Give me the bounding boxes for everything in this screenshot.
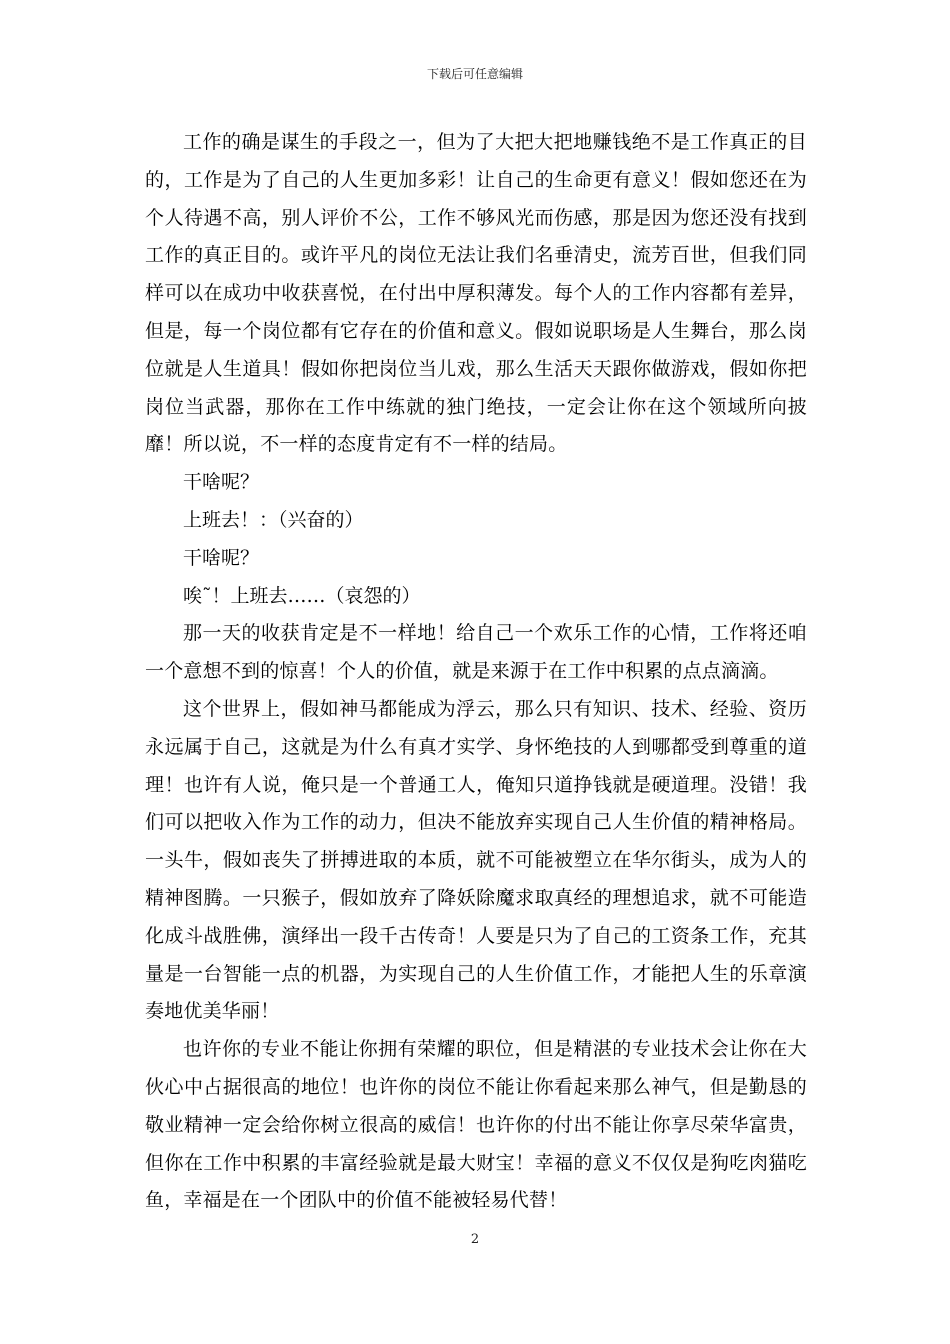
page-number: 2 — [470, 1232, 480, 1247]
dialogue-line-4: 唉˜！上班去……（哀怨的） — [183, 584, 421, 607]
dialogue-line-1: 干啥呢？ — [183, 471, 260, 494]
paragraph-2: 那一天的收获肯定是不一样地！给自己一个欢乐工作的心情，工作将还咱一个意想不到的惊喜！个人的价值，就是来源于在工作中积累的点点滴滴。 — [145, 622, 807, 683]
dialogue-line-2: 上班去！：（兴奋的） — [183, 508, 364, 531]
dialogue-line-3: 干啥呢？ — [183, 546, 260, 569]
paragraph-1: 工作的确是谋生的手段之一，但为了大把大把地赚钱绝不是工作真正的目的，工作是为了自己的人生更加多彩！让自己的生命更有意义！假如您还在为个人待遇不高，别人评价不公，工作不够风光而伤感，那是因为您还没有找到工作的真正目的。或许平凡的岗位无法让我们名垂清史，流芳百世，但我们同样可以在成功中收获喜悦，在付出中厚积薄发。每个人的工作内容都有差异，但是，每一个岗位都有它存在的价值和意义。假如说职场是人生舞台，那么岗位就是人生道具！假如你把岗位当儿戏，那么生活天天跟你做游戏，假如你把岗位当武器，那你在工作中练就的独门绝技，一定会让你在这个领域所向披靡！所以说，不一样的态度肯定有不一样的结局。 — [145, 131, 807, 456]
page-header: 下载后可任意编辑 — [426, 67, 523, 81]
paragraph-4: 也许你的专业不能让你拥有荣耀的职位，但是精湛的专业技术会让你在大伙心中占据很高的地位！也许你的岗位不能让你看起来那么神气，但是勤恳的敬业精神一定会给你树立很高的威信！也许你的付出不能让你享尽荣华富贵，但你在工作中积累的丰富经验就是最大财宝！幸福的意义不仅仅是狗吃肉猫吃鱼，幸福是在一个团队中的价值不能被轻易代替！ — [145, 1038, 807, 1212]
body-text — [145, 124, 807, 1220]
paragraph-3: 这个世界上，假如神马都能成为浮云，那么只有知识、技术、经验、资历永远属于自己，这就是为什么有真才实学、身怀绝技的人到哪都受到尊重的道理！也许有人说，俺只是一个普通工人，俺知只道挣钱就是硬道理。没错！我们可以把收入作为工作的动力，但决不能放弃实现自己人生价值的精神格局。一头牛，假如丧失了拼搏进取的本质，就不可能被塑立在华尔街头，成为人的精神图腾。一只猴子，假如放弃了降妖除魔求取真经的理想追求，就不可能造化成斗战胜佛，演绎出一段千古传奇！人要是只为了自己的工资条工作，充其量是一台智能一点的机器，为实现自己的人生价值工作，才能把人生的乐章演奏地优美华丽！ — [145, 697, 807, 1023]
